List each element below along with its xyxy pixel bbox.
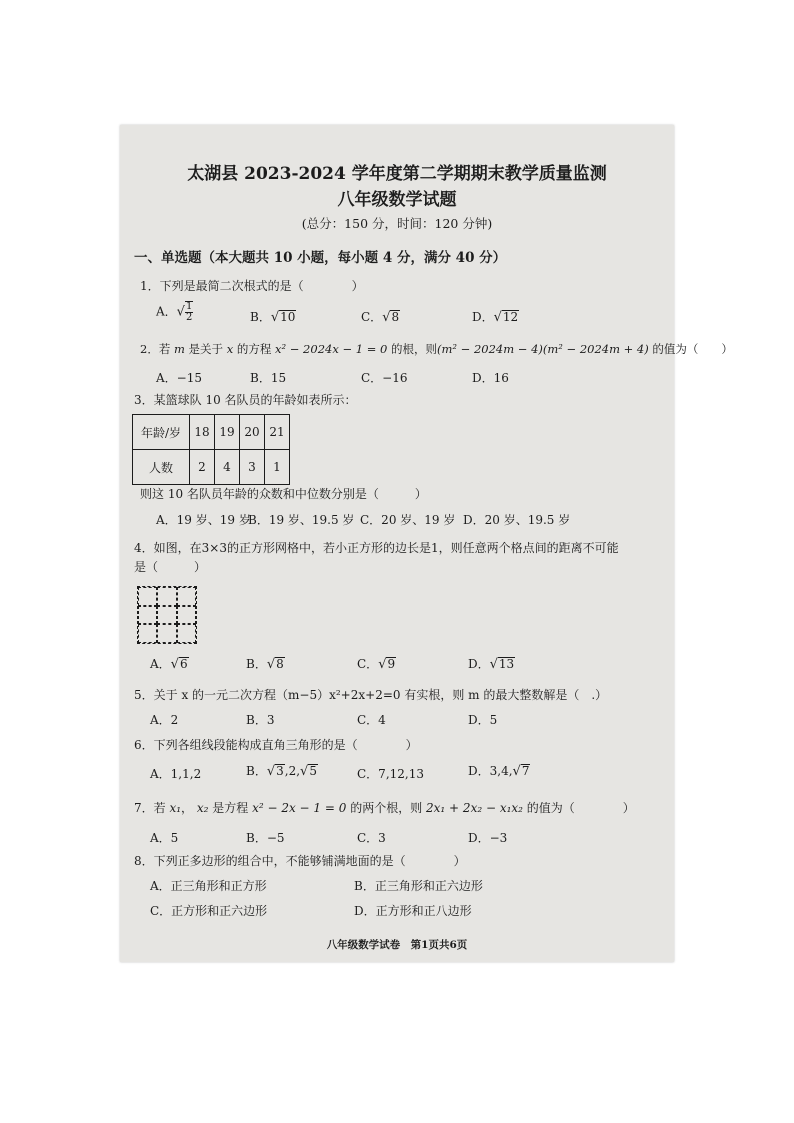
text: 7．若: [134, 801, 170, 815]
sqrt-symbol: √: [512, 764, 521, 779]
text: 的值为（ ）: [648, 342, 733, 356]
radicand: 10: [280, 310, 296, 324]
question-2-option-c: C．−16: [361, 371, 408, 385]
text: 是方程: [208, 801, 253, 815]
variable: x₁: [169, 801, 182, 815]
radicand: 12: [502, 310, 519, 324]
fraction: [185, 301, 193, 323]
sqrt-symbol: √: [489, 657, 498, 672]
question-1-option-c: [361, 308, 400, 325]
question-8-option-a: A．正三角形和正方形: [150, 879, 267, 893]
option-label: D．3,4,: [468, 764, 513, 778]
option-label: B．: [250, 310, 271, 324]
question-5-option-d: D．5: [468, 713, 498, 727]
grid-cell: [157, 587, 176, 606]
question-3-stem: 3．某篮球队 10 名队员的年龄如表所示：: [134, 393, 357, 407]
question-6-option-d: [468, 762, 530, 779]
question-5-option-a: A．2: [150, 713, 179, 727]
sqrt-symbol: √: [493, 310, 502, 325]
question-1-stem: 1．下列是最简二次根式的是（ ）: [140, 279, 364, 293]
question-8-option-c: C．正方形和正六边形: [150, 904, 268, 918]
question-7-option-c: C．3: [357, 831, 386, 845]
sqrt-symbol: √: [170, 657, 179, 672]
question-4-option-a: [150, 655, 189, 672]
question-4-option-b: [246, 655, 285, 672]
question-2-option-b: B．15: [250, 371, 287, 385]
radicand: 9: [387, 657, 396, 671]
grid-cell: [177, 606, 196, 625]
table-row: [133, 450, 290, 485]
question-5-option-b: B．3: [246, 713, 275, 727]
text: 2．若: [140, 342, 174, 356]
exam-title-line1: 太湖县 2023-2024 学年度第二学期期末教学质量监测: [187, 164, 607, 184]
question-3-option-a: A．19 岁、19 岁: [156, 513, 251, 527]
sqrt-symbol: √: [266, 764, 276, 779]
grid-cell: [138, 606, 157, 625]
table-cell: 20: [240, 415, 265, 450]
table-row: [133, 415, 290, 450]
radicand: 8: [391, 310, 400, 324]
table-cell: 2: [190, 450, 215, 485]
grid-cell: [138, 624, 157, 643]
denominator: 2: [185, 312, 193, 323]
sqrt-symbol: √: [270, 310, 280, 325]
exam-title-line2: 八年级数学试题: [337, 190, 457, 210]
question-6-stem: 6．下列各组线段能构成直角三角形的是（ ）: [134, 738, 418, 752]
sqrt-symbol: √: [176, 304, 185, 320]
table-header-cell: 年龄/岁: [133, 415, 190, 450]
variable: x₂: [196, 801, 209, 815]
square-grid-figure: [137, 586, 197, 644]
grid-cell: [157, 606, 176, 625]
question-1-option-a: [156, 301, 193, 323]
text: 是关于: [184, 342, 227, 356]
variable: m: [173, 342, 185, 356]
table-cell: 3: [240, 450, 265, 485]
table-cell: 1: [265, 450, 290, 485]
question-2-option-a: A．−15: [156, 371, 202, 385]
question-8-stem: 8．下列正多边形的组合中，不能够铺满地面的是（ ）: [134, 854, 466, 868]
table-cell: 21: [265, 415, 290, 450]
text: ，: [181, 801, 197, 815]
option-label: D．: [468, 657, 490, 671]
question-3-option-b: B．19 岁、19.5 岁: [248, 513, 355, 527]
option-label: A．: [150, 657, 171, 671]
variable: x: [226, 342, 234, 356]
radicand: 6: [179, 657, 188, 671]
expression: 2x₁ + 2x₂ − x₁x₂: [426, 801, 523, 815]
question-1-option-d: [472, 308, 519, 325]
radicand: 5: [309, 764, 317, 778]
text: ,2,: [284, 764, 301, 778]
question-2-stem: [140, 341, 733, 357]
page-footer: 八年级数学试卷 第1页共6页: [326, 939, 468, 951]
table-cell: 19: [215, 415, 240, 450]
question-6-option-b: [246, 762, 318, 779]
radicand: 7: [521, 764, 530, 778]
sqrt-symbol: √: [300, 764, 309, 779]
radicand: 3: [276, 764, 284, 778]
equation: x² − 2024x − 1 = 0: [275, 342, 388, 356]
table-cell: 4: [215, 450, 240, 485]
question-5-stem: 5．关于 x 的一元二次方程（m−5）x²+2x+2=0 有实根，则 m 的最大整数解是（ .）: [134, 688, 608, 702]
question-3-option-c: C．20 岁、19 岁: [360, 513, 456, 527]
question-8-option-d: D．正方形和正八边形: [354, 904, 472, 918]
expression: (m² − 2024m − 4)(m² − 2024m + 4): [437, 342, 649, 356]
grid-cell: [177, 624, 196, 643]
grid-cell: [177, 587, 196, 606]
table-cell: 18: [190, 415, 215, 450]
question-4-option-c: [357, 655, 396, 672]
text: 的方程: [233, 342, 276, 356]
question-4-stem: 4．如图，在3×3的正方形网格中，若小正方形的边长是1，则任意两个格点间的距离不可能: [134, 541, 619, 555]
question-3-option-d: D．20 岁、19.5 岁: [463, 513, 571, 527]
equation: x² − 2x − 1 = 0: [252, 801, 347, 815]
option-label: A．: [156, 304, 177, 319]
section-heading: 一、单选题（本大题共 10 小题，每小题 4 分，满分 40 分）: [134, 250, 507, 266]
exam-subtitle: (总分：150 分，时间：120 分钟): [301, 216, 493, 231]
question-4-stem-continued: 是（ ）: [134, 560, 207, 574]
question-6-option-c: C．7,12,13: [357, 767, 424, 781]
table-header-cell: 人数: [133, 450, 190, 485]
option-label: C．: [357, 657, 379, 671]
radicand: 13: [498, 657, 515, 671]
question-7-option-d: D．−3: [468, 831, 508, 845]
question-6-option-a: A．1,1,2: [150, 767, 202, 781]
question-5-option-c: C．4: [357, 713, 386, 727]
question-1-option-b: [250, 308, 296, 325]
option-label: B．: [246, 764, 267, 778]
question-7-option-b: B．−5: [246, 831, 285, 845]
text: 的两个根，则: [346, 801, 427, 815]
numerator: 1: [185, 301, 193, 312]
age-table: [132, 414, 290, 485]
text: 的根，则: [387, 342, 437, 356]
option-label: C．: [361, 310, 383, 324]
radicand: 8: [276, 657, 284, 671]
question-7-option-a: A．5: [150, 831, 179, 845]
exam-paper: [120, 125, 733, 962]
grid-cell: [138, 587, 157, 606]
sqrt-symbol: √: [382, 310, 391, 325]
question-3-question: 则这 10 名队员年龄的众数和中位数分别是（ ）: [140, 487, 427, 501]
question-8-option-b: B．正三角形和正六边形: [354, 879, 483, 893]
sqrt-symbol: √: [378, 657, 387, 672]
option-label: B．: [246, 657, 267, 671]
question-2-option-d: D．16: [472, 371, 509, 385]
sqrt-symbol: √: [266, 657, 276, 672]
grid-cell: [157, 624, 176, 643]
question-7-stem: [134, 799, 635, 816]
question-4-option-d: [468, 655, 515, 672]
option-label: D．: [472, 310, 494, 324]
text: 的值为（ ）: [522, 801, 635, 815]
